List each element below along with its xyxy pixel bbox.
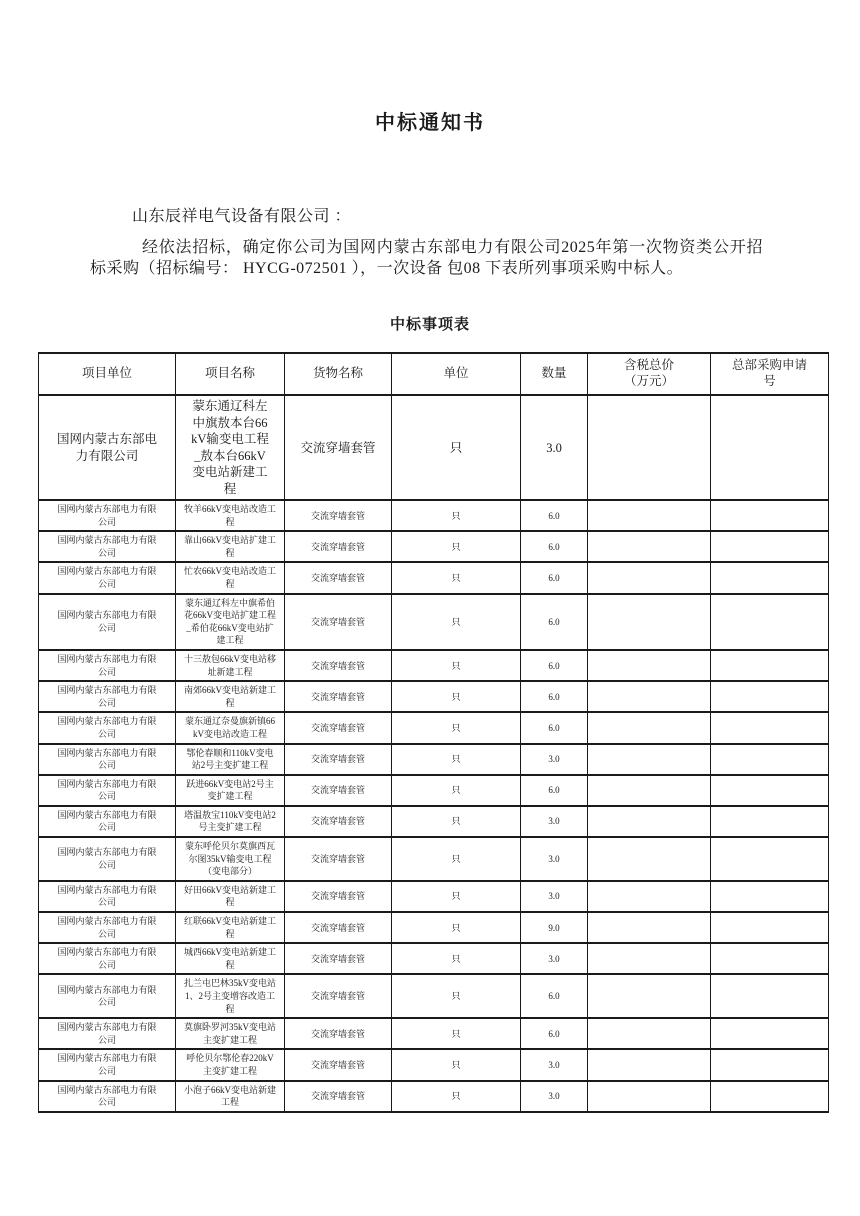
cell-project-name: 城西66kV变电站新建工程 [176,943,285,974]
cell-unit: 只 [392,943,521,974]
cell-request-number [711,681,829,712]
cell-goods-name: 交流穿墙套管 [285,650,392,681]
cell-request-number [711,881,829,912]
cell-project-unit: 国网内蒙古东部电力有限公司 [39,1081,176,1112]
cell-project-unit: 国网内蒙古东部电力有限公司 [39,744,176,775]
cell-project-unit: 国网内蒙古东部电力有限公司 [39,943,176,974]
cell-request-number [711,531,829,562]
cell-unit: 只 [392,500,521,531]
cell-unit: 只 [392,650,521,681]
cell-quantity: 3.0 [521,943,588,974]
cell-total-price [588,806,711,837]
cell-goods-name: 交流穿墙套管 [285,1081,392,1112]
cell-project-name: 莫旗卧罗河35kV变电站主变扩建工程 [176,1018,285,1049]
table-row [39,562,829,593]
cell-unit: 只 [392,775,521,806]
cell-unit: 只 [392,681,521,712]
cell-request-number [711,712,829,743]
cell-request-number [711,594,829,650]
cell-project-unit: 国网内蒙古东部电力有限公司 [39,562,176,593]
table-row [39,712,829,743]
cell-quantity: 6.0 [521,500,588,531]
table-row [39,837,829,881]
column-header-5: 含税总价（万元） [588,353,711,395]
cell-total-price [588,562,711,593]
table-row [39,943,829,974]
cell-total-price [588,395,711,500]
cell-request-number [711,837,829,881]
table-row [39,531,829,562]
cell-project-unit: 国网内蒙古东部电力有限公司 [39,500,176,531]
cell-project-unit: 国网内蒙古东部电力有限公司 [39,712,176,743]
cell-quantity: 6.0 [521,531,588,562]
cell-quantity: 3.0 [521,837,588,881]
table-row [39,500,829,531]
cell-quantity: 6.0 [521,712,588,743]
cell-goods-name: 交流穿墙套管 [285,881,392,912]
table-row [39,650,829,681]
cell-request-number [711,395,829,500]
table-row [39,1018,829,1049]
cell-goods-name: 交流穿墙套管 [285,744,392,775]
cell-quantity: 3.0 [521,395,588,500]
table-row [39,775,829,806]
cell-project-name: 扎兰屯巴林35kV变电站1、2号主变增容改造工程 [176,974,285,1018]
cell-total-price [588,881,711,912]
column-header-6: 总部采购申请号 [711,353,829,395]
cell-goods-name: 交流穿墙套管 [285,395,392,500]
table-row [39,1081,829,1112]
body-paragraph: 经依法招标，确定你公司为国网内蒙古东部电力有限公司2025年第一次物资类公开招标采购（招标编号： HYCG-072501 ），一次设备 包08 下表所列事项采购中标人。 [90,239,763,277]
cell-project-unit: 国网内蒙古东部电力有限公司 [39,531,176,562]
cell-project-name: 小泡子66kV变电站新建工程 [176,1081,285,1112]
cell-quantity: 3.0 [521,744,588,775]
cell-unit: 只 [392,837,521,881]
cell-project-name: 好田66kV变电站新建工程 [176,881,285,912]
table-body [39,395,829,1112]
cell-total-price [588,1018,711,1049]
cell-total-price [588,594,711,650]
cell-request-number [711,500,829,531]
cell-goods-name: 交流穿墙套管 [285,712,392,743]
cell-request-number [711,775,829,806]
cell-total-price [588,775,711,806]
cell-total-price [588,531,711,562]
cell-goods-name: 交流穿墙套管 [285,775,392,806]
table-row [39,806,829,837]
cell-quantity: 6.0 [521,562,588,593]
column-header-3: 单位 [392,353,521,395]
cell-total-price [588,500,711,531]
cell-unit: 只 [392,912,521,943]
cell-goods-name: 交流穿墙套管 [285,943,392,974]
cell-project-name: 鄂伦春顺和110kV变电站2号主变扩建工程 [176,744,285,775]
cell-quantity: 3.0 [521,1049,588,1080]
cell-request-number [711,1049,829,1080]
cell-unit: 只 [392,881,521,912]
cell-unit: 只 [392,531,521,562]
cell-request-number [711,912,829,943]
cell-total-price [588,943,711,974]
document-title: 中标通知书 [375,112,485,134]
cell-project-name: 呼伦贝尔鄂伦春220kV主变扩建工程 [176,1049,285,1080]
cell-project-name: 红联66kV变电站新建工程 [176,912,285,943]
table-row [39,974,829,1018]
cell-project-name: 蒙东呼伦贝尔莫旗西瓦尔图35kV输变电工程（变电部分） [176,837,285,881]
recipient-line: 山东辰祥电气设备有限公司 ： [132,208,352,225]
cell-quantity: 6.0 [521,974,588,1018]
column-header-2: 货物名称 [285,353,392,395]
cell-unit: 只 [392,395,521,500]
cell-goods-name: 交流穿墙套管 [285,837,392,881]
cell-goods-name: 交流穿墙套管 [285,562,392,593]
cell-goods-name: 交流穿墙套管 [285,500,392,531]
cell-project-unit: 国网内蒙古东部电力有限公司 [39,1049,176,1080]
cell-total-price [588,837,711,881]
cell-unit: 只 [392,744,521,775]
cell-quantity: 6.0 [521,650,588,681]
cell-total-price [588,1049,711,1080]
cell-project-name: 靠山66kV变电站扩建工程 [176,531,285,562]
table-title: 中标事项表 [389,317,470,333]
award-table [38,352,829,1113]
cell-project-unit: 国网内蒙古东部电力有限公司 [39,1018,176,1049]
cell-project-unit: 国网内蒙古东部电力有限公司 [39,974,176,1018]
cell-unit: 只 [392,712,521,743]
cell-quantity: 3.0 [521,881,588,912]
table-row [39,395,829,500]
cell-project-name: 牧羊66kV变电站改造工程 [176,500,285,531]
cell-request-number [711,744,829,775]
cell-total-price [588,744,711,775]
cell-request-number [711,1081,829,1112]
cell-project-unit: 国网内蒙古东部电力有限公司 [39,806,176,837]
cell-quantity: 9.0 [521,912,588,943]
cell-project-unit: 国网内蒙古东部电力有限公司 [39,650,176,681]
cell-goods-name: 交流穿墙套管 [285,912,392,943]
cell-total-price [588,912,711,943]
cell-unit: 只 [392,806,521,837]
column-header-4: 数量 [521,353,588,395]
cell-quantity: 6.0 [521,681,588,712]
cell-project-unit: 国网内蒙古东部电力有限公司 [39,775,176,806]
table-row [39,881,829,912]
cell-goods-name: 交流穿墙套管 [285,594,392,650]
table-row [39,912,829,943]
cell-project-name: 南郊66kV变电站新建工程 [176,681,285,712]
cell-request-number [711,562,829,593]
cell-unit: 只 [392,1049,521,1080]
table-row [39,744,829,775]
column-header-1: 项目名称 [176,353,285,395]
cell-goods-name: 交流穿墙套管 [285,806,392,837]
table-header-row [39,353,829,395]
cell-project-unit: 国网内蒙古东部电力有限公司 [39,594,176,650]
cell-project-name: 蒙东通辽科左中旗希伯花66kV变电站扩建工程_希伯花66kV变电站扩建工程 [176,594,285,650]
cell-quantity: 3.0 [521,806,588,837]
cell-unit: 只 [392,974,521,1018]
cell-project-name: 忙农66kV变电站改造工程 [176,562,285,593]
cell-project-unit: 国网内蒙古东部电力有限公司 [39,912,176,943]
table-row [39,594,829,650]
table-row [39,1049,829,1080]
cell-unit: 只 [392,1081,521,1112]
cell-quantity: 6.0 [521,1018,588,1049]
cell-unit: 只 [392,594,521,650]
cell-quantity: 3.0 [521,1081,588,1112]
cell-request-number [711,650,829,681]
cell-project-unit: 国网内蒙古东部电力有限公司 [39,681,176,712]
table-row [39,681,829,712]
cell-project-name: 蒙东通辽奈曼旗新镇66kV变电站改造工程 [176,712,285,743]
cell-request-number [711,974,829,1018]
cell-total-price [588,974,711,1018]
cell-project-unit: 国网内蒙古东部电力有限公司 [39,837,176,881]
cell-project-unit: 国网内蒙古东部电力有限公司 [39,881,176,912]
cell-goods-name: 交流穿墙套管 [285,1049,392,1080]
cell-goods-name: 交流穿墙套管 [285,974,392,1018]
cell-project-name: 塔温敖宝110kV变电站2号主变扩建工程 [176,806,285,837]
column-header-0: 项目单位 [39,353,176,395]
cell-quantity: 6.0 [521,594,588,650]
cell-request-number [711,1018,829,1049]
cell-total-price [588,712,711,743]
cell-unit: 只 [392,1018,521,1049]
cell-total-price [588,681,711,712]
cell-request-number [711,943,829,974]
cell-total-price [588,1081,711,1112]
cell-unit: 只 [392,562,521,593]
cell-goods-name: 交流穿墙套管 [285,531,392,562]
cell-project-name: 蒙东通辽科左中旗敖本台66kV输变电工程_敖本台66kV变电站新建工程 [176,395,285,500]
cell-goods-name: 交流穿墙套管 [285,1018,392,1049]
cell-goods-name: 交流穿墙套管 [285,681,392,712]
cell-project-unit: 国网内蒙古东部电力有限公司 [39,395,176,500]
cell-total-price [588,650,711,681]
cell-request-number [711,806,829,837]
cell-project-name: 十三敖包66kV变电站移址新建工程 [176,650,285,681]
cell-quantity: 6.0 [521,775,588,806]
cell-project-name: 跃进66kV变电站2号主变扩建工程 [176,775,285,806]
